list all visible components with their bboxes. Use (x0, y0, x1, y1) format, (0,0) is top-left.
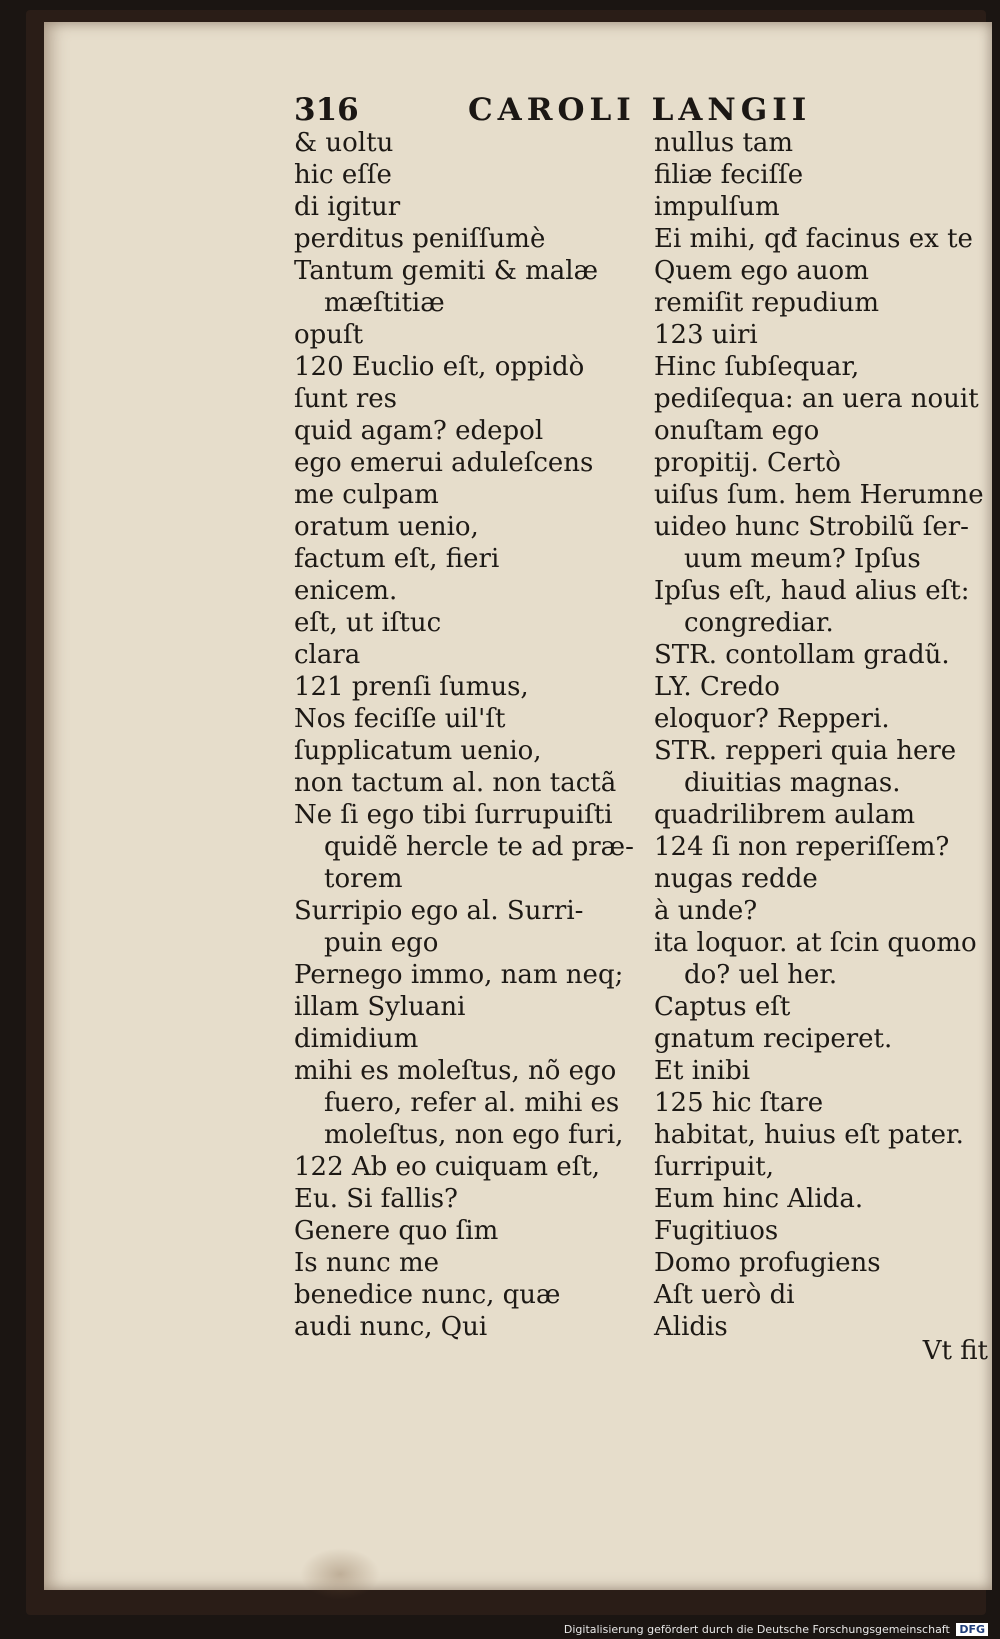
text-line: Alidis (654, 1312, 728, 1342)
text-line: perditus peniſſumè (294, 224, 546, 254)
text-line: Ne ſi ego tibi ſurrupuiſti (294, 800, 613, 830)
text-line: opuſt (294, 320, 364, 350)
text-line: Tantum gemiti & malæ (294, 256, 599, 286)
text-line: clara (294, 640, 361, 670)
text-line: gnatum reciperet. (654, 1024, 893, 1054)
text-line: filiæ feciſſe (654, 160, 804, 190)
text-line: fuero, refer al. mihi es (324, 1088, 620, 1118)
text-line: Eu. Si fallis? (294, 1184, 458, 1214)
text-line: eloquor? Repperi. (654, 704, 890, 734)
text-line: Nos feciſſe uil'ſt (294, 704, 506, 734)
text-line: Domo profugiens (654, 1248, 881, 1278)
text-line: propitij. Certò (654, 448, 841, 478)
text-line: moleſtus, non ego furi, (324, 1120, 624, 1150)
running-head-title: CAROLI LANGII (468, 92, 812, 128)
text-line: pediſequa: an uera nouit (654, 384, 979, 414)
text-line: Surripio ego al. Surri- (294, 896, 584, 926)
text-line: Eum hinc Alida. (654, 1184, 864, 1214)
text-line: non tactum al. non tactã (294, 768, 617, 798)
text-line: ſunt res (294, 384, 397, 414)
text-line: 124 ſi non reperiſſem? (654, 832, 950, 862)
text-line: congrediar. (684, 608, 834, 638)
text-line: uideo hunc Strobilũ ſer- (654, 512, 969, 542)
text-line: LY. Credo (654, 672, 780, 702)
text-line: 122 Ab eo cuiquam eſt, (294, 1152, 601, 1182)
text-line: me culpam (294, 480, 439, 510)
footer-text: Digitalisierung gefördert durch die Deutsche Forschungsgemeinschaft (563, 1623, 950, 1636)
text-line: Fugitiuos (654, 1216, 779, 1246)
right-column (654, 127, 988, 1343)
text-line: & uoltu (294, 128, 394, 158)
text-line: Aſt uerò di (654, 1280, 795, 1310)
text-line: remiſit repudium (654, 288, 879, 318)
text-line: Ipſus eſt, haud alius eſt: (654, 576, 970, 606)
text-line: 121 prenſi ſumus, (294, 672, 529, 702)
text-line: eſt, ut iſtuc (294, 608, 442, 638)
text-line: 120 Euclio eſt, oppidò (294, 352, 585, 382)
text-line: quid agam? edepol (294, 416, 544, 446)
text-line: 123 uiri (654, 320, 758, 350)
text-line: mihi es moleſtus, nõ ego (294, 1056, 617, 1086)
text-line: diuitias magnas. (684, 768, 901, 798)
catchword: Vt fit (922, 1336, 988, 1366)
text-line: ſurripuit, (654, 1152, 774, 1182)
text-line: oratum uenio, (294, 512, 479, 542)
text-line: uiſus ſum. hem Herumne (654, 480, 984, 510)
text-line: enicem. (294, 576, 398, 606)
dfg-logo: DFG (956, 1623, 988, 1636)
text-line: torem (324, 864, 403, 894)
paper-stain (300, 1548, 380, 1600)
text-line: STR. contollam gradũ. (654, 640, 950, 670)
text-line: ſupplicatum uenio, (294, 736, 542, 766)
text-line: Genere quo ſim (294, 1216, 499, 1246)
text-line: Pernego immo, nam neq; (294, 960, 624, 990)
text-line: uum meum? Ipſus (684, 544, 921, 574)
text-line: habitat, huius eſt pater. (654, 1120, 964, 1150)
text-line: Et inibi (654, 1056, 751, 1086)
text-line: dimidium (294, 1024, 419, 1054)
text-line: impulſum (654, 192, 780, 222)
text-line: do? uel her. (684, 960, 838, 990)
running-head (294, 92, 982, 132)
text-line: di igitur (294, 192, 401, 222)
text-line: Ei mihi, qđ facinus ex te (654, 224, 973, 254)
text-line: quidẽ hercle te ad præ- (324, 832, 634, 862)
left-column (294, 127, 634, 1343)
text-line: ita loquor. at ſcin quomo (654, 928, 977, 958)
text-line: nullus tam (654, 128, 794, 158)
text-line: STR. repperi quia here (654, 736, 957, 766)
text-line: puin ego (324, 928, 439, 958)
text-line: Captus eſt (654, 992, 791, 1022)
page-number: 316 (294, 92, 359, 128)
text-line: 125 hic ſtare (654, 1088, 824, 1118)
text-line: benedice nunc, quæ (294, 1280, 561, 1310)
text-line: nugas redde (654, 864, 818, 894)
text-line: mæſtitiæ (324, 288, 445, 318)
text-line: Hinc ſubſequar, (654, 352, 860, 382)
text-line: factum eſt, fieri (294, 544, 500, 574)
text-line: quadrilibrem aulam (654, 800, 916, 830)
text-line: audi nunc, Qui (294, 1312, 488, 1342)
text-line: hic eſſe (294, 160, 392, 190)
text-line: illam Syluani (294, 992, 466, 1022)
text-line: onuſtam ego (654, 416, 820, 446)
text-line: Is nunc me (294, 1248, 439, 1278)
text-line: à unde? (654, 896, 758, 926)
digitization-footer (564, 1623, 988, 1636)
text-line: Quem ego auom (654, 256, 869, 286)
text-line: ego emerui aduleſcens (294, 448, 594, 478)
